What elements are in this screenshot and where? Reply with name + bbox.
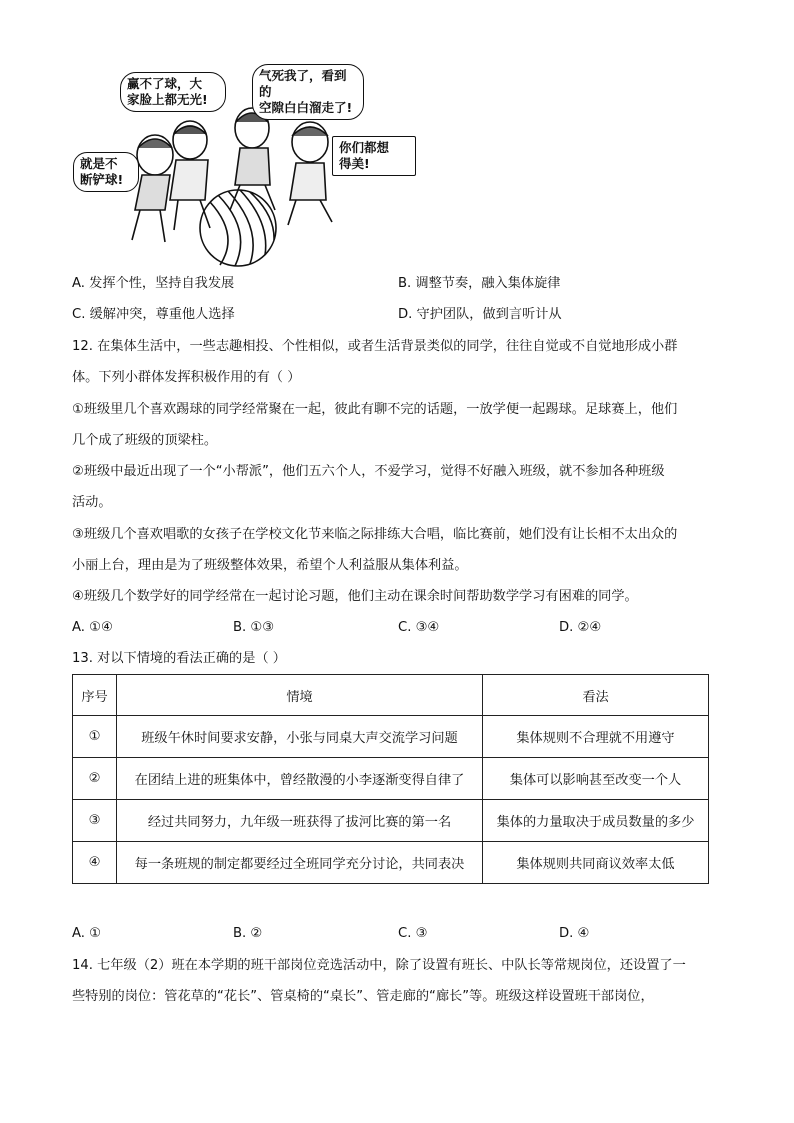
q12-statement-3-line-2: 小丽上台，理由是为了班级整体效果，希望个人利益服从集体利益。	[72, 558, 468, 573]
q13-table-wrapper	[72, 674, 709, 884]
table-cell: 经过共同努力，九年级一班获得了拔河比赛的第一名	[117, 800, 483, 842]
table-cell: ④	[73, 842, 117, 884]
speech-bubble: 就是不 断铲球!	[73, 152, 139, 192]
speech-bubble: 气死我了，看到的 空隙白白溜走了!	[252, 64, 364, 120]
q12-statement-2-line-1: ②班级中最近出现了一个“小帮派”，他们五六个人，不爱学习，觉得不好融入班级，就不参加各种班级	[72, 464, 665, 479]
column-header: 情境	[117, 675, 483, 716]
table-row	[73, 758, 709, 800]
q12-statement-4: ④班级几个数学好的同学经常在一起讨论习题，他们主动在课余时间帮助数学学习有困难的同学。	[72, 589, 638, 604]
column-header: 看法	[483, 675, 709, 716]
q13-table	[72, 674, 709, 884]
table-row	[73, 800, 709, 842]
q14-stem-line-2: 些特别的岗位：管花草的“花长”、管桌椅的“桌长”、管走廊的“廊长”等。班级这样设置班干部岗位，	[72, 989, 654, 1004]
q12-option-a: A. ①④	[72, 620, 113, 635]
q12-statement-3-line-1: ③班级几个喜欢唱歌的女孩子在学校文化节来临之际排练大合唱，临比赛前，她们没有让长相不太出众的	[72, 527, 678, 542]
q11-option-d: D. 守护团队，做到言听计从	[398, 307, 562, 322]
table-cell: 集体规则不合理就不用遵守	[483, 716, 709, 758]
table-cell: ③	[73, 800, 117, 842]
q11-option-a: A. 发挥个性，坚持自我发展	[72, 276, 235, 291]
q12-statement-2-line-2: 活动。	[72, 495, 112, 510]
table-cell: ②	[73, 758, 117, 800]
q12-option-b: B. ①③	[233, 620, 275, 635]
table-row	[73, 716, 709, 758]
table-cell: ①	[73, 716, 117, 758]
q12-statement-1-line-1: ①班级里几个喜欢踢球的同学经常聚在一起，彼此有聊不完的话题，一放学便一起踢球。足球赛上，他们	[72, 402, 678, 417]
q13-stem: 13. 对以下情境的看法正确的是（ ）	[72, 651, 286, 666]
q13-option-d: D. ④	[559, 926, 590, 941]
column-header: 序号	[73, 675, 117, 716]
q14-stem-line-1: 14. 七年级（2）班在本学期的班干部岗位竞选活动中，除了设置有班长、中队长等常规岗位，还设置了一	[72, 958, 686, 973]
q13-option-b: B. ②	[233, 926, 263, 941]
q11-option-b: B. 调整节奏，融入集体旋律	[398, 276, 561, 291]
table-cell: 在团结上进的班集体中，曾经散漫的小李逐渐变得自律了	[117, 758, 483, 800]
q12-option-d: D. ②④	[559, 620, 602, 635]
table-cell: 集体规则共同商议效率太低	[483, 842, 709, 884]
q12-stem-line-2: 体。下列小群体发挥积极作用的有（ ）	[72, 370, 301, 385]
table-header-row	[73, 675, 709, 716]
q12-option-c: C. ③④	[398, 620, 440, 635]
q12-stem-line-1: 12. 在集体生活中，一些志趣相投、个性相似，或者生活背景类似的同学，往往自觉或不自觉地形成小群	[72, 339, 678, 354]
table-row	[73, 842, 709, 884]
q13-option-a: A. ①	[72, 926, 101, 941]
q13-option-c: C. ③	[398, 926, 428, 941]
speech-bubble: 你们都想 得美!	[332, 136, 416, 176]
table-cell: 集体可以影响甚至改变一个人	[483, 758, 709, 800]
table-cell: 班级午休时间要求安静，小张与同桌大声交流学习问题	[117, 716, 483, 758]
table-cell: 集体的力量取决于成员数量的多少	[483, 800, 709, 842]
table-cell: 每一条班规的制定都要经过全班同学充分讨论，共同表决	[117, 842, 483, 884]
q12-statement-1-line-2: 几个成了班级的顶梁柱。	[72, 433, 218, 448]
speech-bubble: 赢不了球，大 家脸上都无光!	[120, 72, 226, 112]
q11-option-c: C. 缓解冲突，尊重他人选择	[72, 307, 235, 322]
cartoon-illustration	[70, 60, 420, 275]
